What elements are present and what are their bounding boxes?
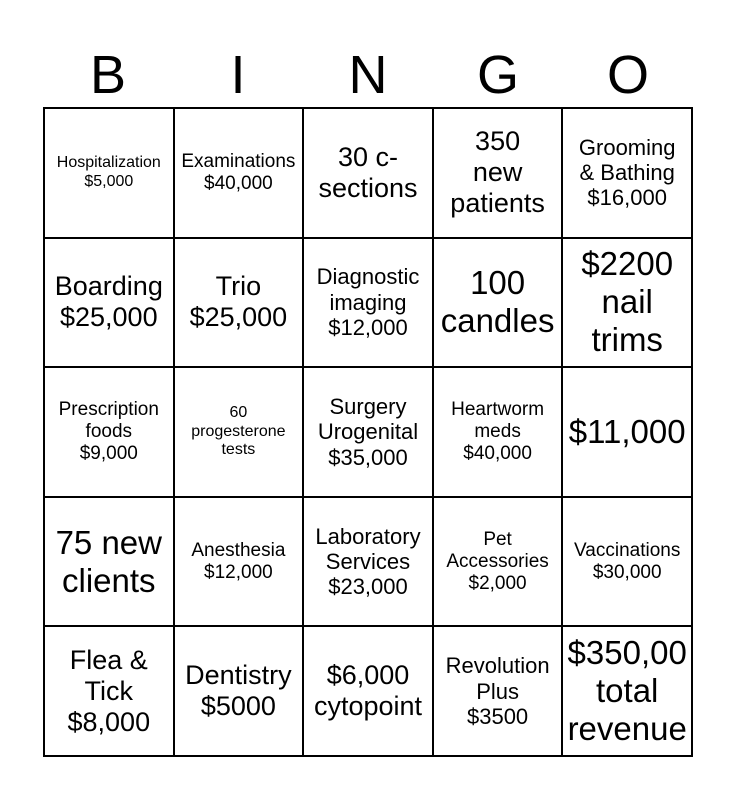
header-letter-i: I	[230, 45, 246, 105]
bingo-cell-r5-c1[interactable]: Flea & Tick $8,000	[44, 626, 174, 756]
bingo-cell-r2-c5[interactable]: $2200 nail trims	[562, 238, 692, 368]
bingo-cell-r3-c4[interactable]: Heartworm meds $40,000	[433, 367, 563, 497]
bingo-board	[43, 107, 693, 757]
bingo-cell-r2-c3[interactable]: Diagnostic imaging $12,000	[303, 238, 433, 368]
bingo-cell-r4-c2[interactable]: Anesthesia $12,000	[174, 497, 304, 627]
bingo-cell-r4-c4[interactable]: Pet Accessories $2,000	[433, 497, 563, 627]
header-letter-g: G	[476, 45, 519, 105]
bingo-cell-r1-c5[interactable]: Grooming & Bathing $16,000	[562, 108, 692, 238]
bingo-cell-r3-c2[interactable]: 60 progesterone tests	[174, 367, 304, 497]
bingo-cell-r5-c5[interactable]: $350,00 total revenue	[562, 626, 692, 756]
bingo-cell-r4-c3[interactable]: Laboratory Services $23,000	[303, 497, 433, 627]
bingo-cell-r4-c5[interactable]: Vaccinations $30,000	[562, 497, 692, 627]
bingo-cell-r1-c3[interactable]: 30 c- sections	[303, 108, 433, 238]
bingo-cell-r1-c2[interactable]: Examinations $40,000	[174, 108, 304, 238]
bingo-cell-r3-c5[interactable]: $11,000	[562, 367, 692, 497]
bingo-header	[43, 42, 693, 108]
bingo-cell-r5-c2[interactable]: Dentistry $5000	[174, 626, 304, 756]
bingo-cell-r3-c3[interactable]: Surgery Urogenital $35,000	[303, 367, 433, 497]
bingo-cell-r1-c4[interactable]: 350 new patients	[433, 108, 563, 238]
bingo-cell-r5-c3[interactable]: $6,000 cytopoint	[303, 626, 433, 756]
bingo-cell-r2-c1[interactable]: Boarding $25,000	[44, 238, 174, 368]
bingo-cell-r3-c1[interactable]: Prescription foods $9,000	[44, 367, 174, 497]
bingo-cell-r1-c1[interactable]: Hospitalization $5,000	[44, 108, 174, 238]
header-letter-b: B	[89, 45, 127, 105]
bingo-cell-r4-c1[interactable]: 75 new clients	[44, 497, 174, 627]
bingo-cell-r2-c2[interactable]: Trio $25,000	[174, 238, 304, 368]
bingo-cell-r2-c4[interactable]: 100 candles	[433, 238, 563, 368]
header-letter-n: N	[348, 45, 388, 105]
bingo-cell-r5-c4[interactable]: Revolution Plus $3500	[433, 626, 563, 756]
header-letter-o: O	[606, 45, 649, 105]
